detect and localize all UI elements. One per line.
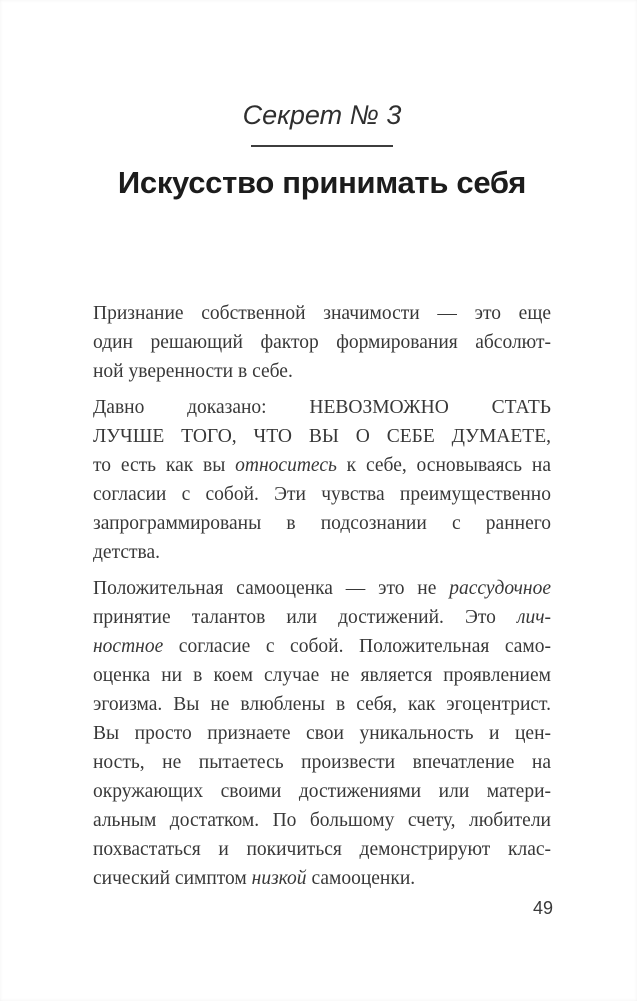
text-line: детства. xyxy=(93,542,160,563)
paragraph xyxy=(93,393,551,567)
text-line: оценка ни в коем случае не является проявлением xyxy=(93,665,551,686)
text-line: похвастаться и покичиться демонстрируют клас- xyxy=(93,839,551,860)
paragraph xyxy=(93,299,551,386)
text-line: запрограммированы в подсознании с раннего xyxy=(93,513,551,534)
text-line: ность, не пытаетесь произвести впечатление на xyxy=(93,752,551,773)
secret-heading: Секрет № 3 xyxy=(242,100,402,130)
chapter-title: Искусство принимать себя xyxy=(117,165,527,200)
text-line: один решающий фактор формирования абсолют- xyxy=(93,332,551,353)
text-line: эгоизма. Вы не влюблены в себя, как эгоцентрист. xyxy=(93,694,551,715)
text-line: сический симптом низкой самооценки. xyxy=(93,868,416,889)
text-column xyxy=(0,95,637,893)
heading-rule-divider xyxy=(251,145,393,147)
paragraph xyxy=(93,574,551,893)
text-line: Давно доказано: НЕВОЗМОЖНО СТАТЬ xyxy=(93,397,551,418)
text-line: ностное согласие с собой. Положительная само- xyxy=(93,636,551,657)
text-line: окружающих своими достижениями или матери- xyxy=(93,781,551,802)
text-line: Положительная самооценка — это не рассудочное xyxy=(93,578,551,599)
text-line: Признание собственной значимости — это еще xyxy=(93,303,551,324)
text-line: ной уверенности в себе. xyxy=(93,361,293,382)
body-text xyxy=(93,299,551,893)
text-line: принятие талантов или достижений. Это лич- xyxy=(93,607,551,628)
page-number: 49 xyxy=(532,898,553,918)
text-line: ЛУЧШЕ ТОГО, ЧТО ВЫ О СЕБЕ ДУМАЕТЕ, xyxy=(93,426,551,447)
text-line: Вы просто признаете свои уникальность и цен- xyxy=(93,723,551,744)
text-line: согласии с собой. Эти чувства преимущественно xyxy=(93,484,551,505)
text-line: альным достатком. По большому счету, любители xyxy=(93,810,551,831)
text-line: то есть как вы относитесь к себе, основываясь на xyxy=(93,455,551,476)
